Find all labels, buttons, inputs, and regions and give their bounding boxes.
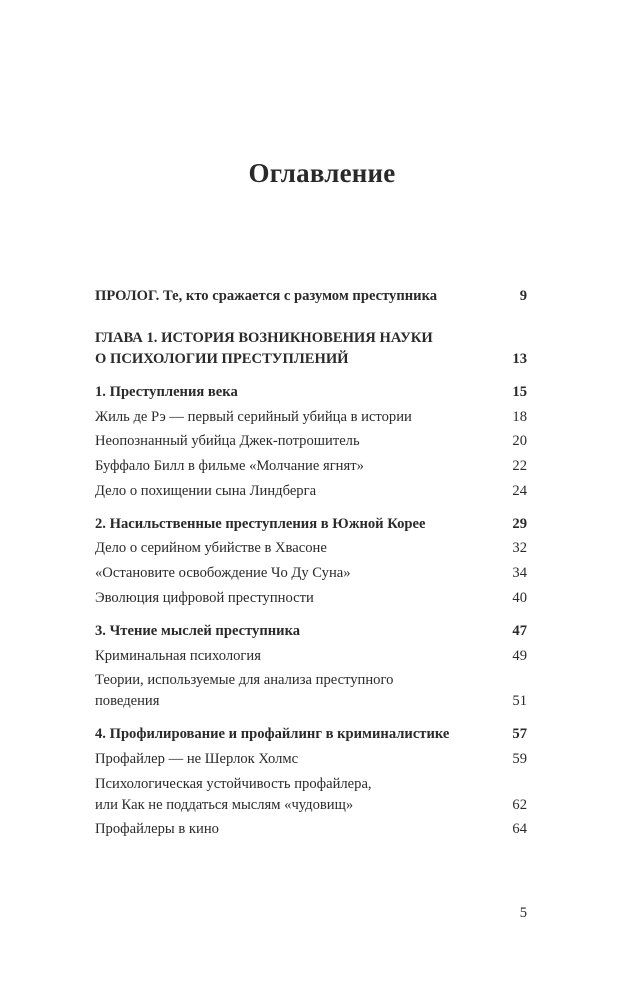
toc-entry-title: Буффало Билл в фильме «Молчание ягнят» — [95, 458, 364, 475]
toc-page-number: 47 — [512, 622, 527, 639]
toc-page-number: 22 — [512, 458, 527, 475]
toc-entry-title — [95, 328, 512, 370]
toc-item[interactable] — [95, 774, 527, 816]
toc-item[interactable] — [95, 749, 527, 770]
toc-section-2[interactable] — [95, 514, 527, 535]
toc-section-4[interactable] — [95, 724, 527, 745]
toc-section-1[interactable] — [95, 382, 527, 403]
toc-entry-title — [95, 670, 512, 712]
toc-page-number: 40 — [512, 589, 527, 606]
chapter-title-line-2: О ПСИХОЛОГИИ ПРЕСТУПЛЕНИЙ — [95, 351, 349, 367]
toc-entry-title: Профайлер — не Шерлок Холмс — [95, 750, 299, 767]
toc-entry-title: Дело о похищении сына Линдберга — [95, 482, 317, 499]
toc-entry-title: Неопознанный убийца Джек-потрошитель — [95, 433, 360, 450]
toc-entry-title: «Остановите освобождение Чо Ду Суна» — [95, 565, 351, 582]
toc-item[interactable] — [95, 670, 527, 712]
toc-entry-title: Профайлеры в кино — [95, 821, 219, 838]
page-title: Оглавление — [248, 158, 396, 188]
page-number-footer: 5 — [519, 905, 527, 921]
toc-entry-title: Эволюция цифровой преступности — [95, 589, 314, 606]
toc-item[interactable] — [95, 588, 527, 609]
toc-item[interactable] — [95, 431, 527, 452]
chapter-title-line-1: ГЛАВА 1. ИСТОРИЯ ВОЗНИКНОВЕНИЯ НАУКИ — [95, 330, 433, 346]
toc-item[interactable] — [95, 563, 527, 584]
toc-page-number: 13 — [512, 351, 527, 367]
toc-entry-title: 3. Чтение мыслей преступника — [95, 622, 301, 639]
toc-entry-title: Жиль де Рэ — первый серийный убийца в истории — [95, 408, 412, 425]
toc-page-number: 18 — [512, 408, 527, 425]
toc-page-number: 49 — [512, 647, 527, 664]
toc-entry-line-1: Психологическая устойчивость профайлера, — [95, 775, 372, 792]
toc-section-3[interactable] — [95, 621, 527, 642]
toc-entry-title: 2. Насильственные преступления в Южной Корее — [95, 515, 426, 532]
toc-entry-line-2: или Как не поддаться мыслям «чудовищ» — [95, 796, 354, 813]
toc-page-number: 32 — [512, 540, 527, 557]
toc-page-number: 20 — [512, 433, 527, 450]
toc-item[interactable] — [95, 456, 527, 477]
toc-page-number: 9 — [519, 288, 527, 304]
toc-page-number: 29 — [512, 515, 527, 532]
toc-page-number: 59 — [512, 750, 527, 767]
toc-page-number: 34 — [512, 565, 527, 582]
toc-entry-title: ПРОЛОГ. Те, кто сражается с разумом преступника — [95, 288, 438, 304]
toc-page-number: 62 — [512, 796, 527, 813]
toc-page-number: 64 — [512, 821, 527, 838]
toc-item[interactable] — [95, 646, 527, 667]
toc-item[interactable] — [95, 481, 527, 502]
toc-item[interactable] — [95, 538, 527, 559]
toc-entry-title: 1. Преступления века — [95, 384, 238, 400]
toc-item[interactable] — [95, 407, 527, 428]
toc-page-number: 51 — [512, 693, 527, 710]
toc-prologue[interactable] — [95, 286, 527, 307]
toc-chapter-1[interactable] — [95, 328, 527, 370]
toc-entry-title — [95, 774, 512, 816]
toc-entry-line-2: поведения — [95, 693, 160, 710]
toc-page-number: 15 — [512, 384, 527, 400]
toc-entry-title: Дело о серийном убийстве в Хвасоне — [95, 540, 327, 557]
toc-entry-title: Криминальная психология — [95, 647, 261, 664]
toc-page-number: 57 — [512, 726, 527, 743]
toc-entry-line-1: Теории, используемые для анализа преступного — [95, 672, 394, 689]
table-of-contents — [95, 286, 527, 844]
toc-page-number: 24 — [512, 482, 527, 499]
toc-item[interactable] — [95, 819, 527, 840]
toc-entry-title: 4. Профилирование и профайлинг в криминалистике — [95, 726, 450, 743]
